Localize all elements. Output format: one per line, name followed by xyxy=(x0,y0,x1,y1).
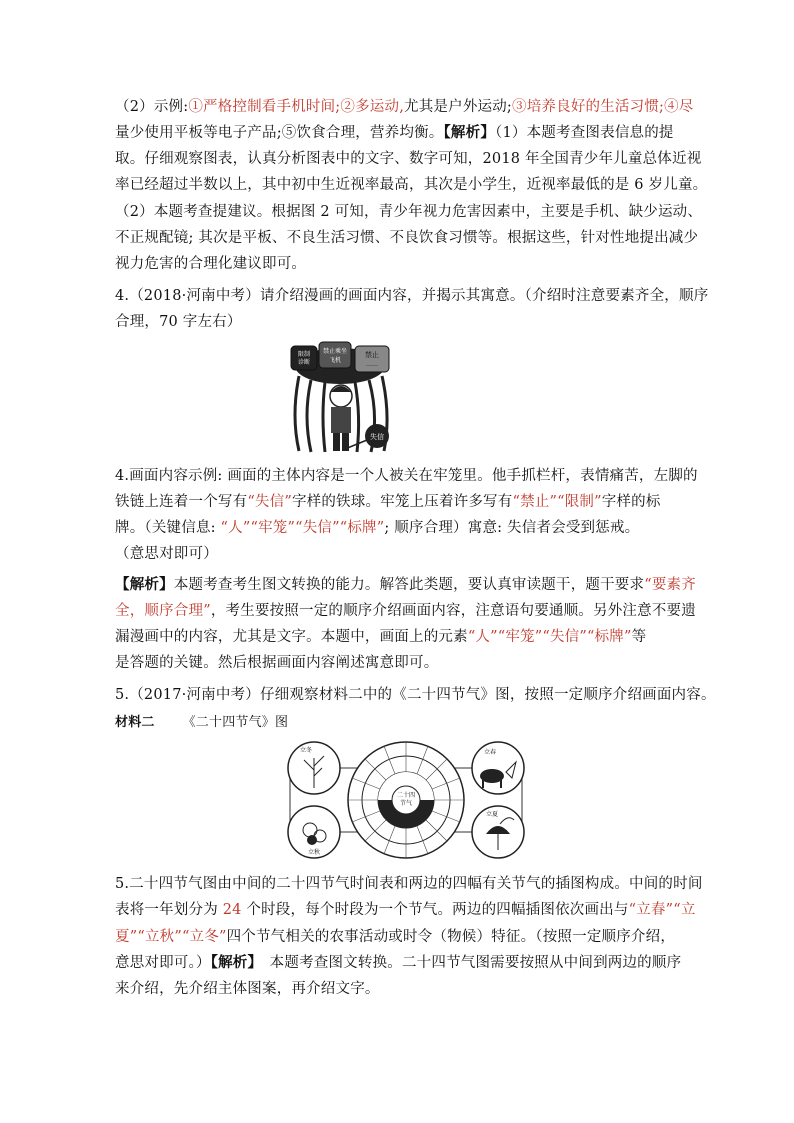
analysis-marker: 【解析】 xyxy=(443,124,496,141)
q3-answer-line-1 xyxy=(115,96,695,118)
solar-terms-figure xyxy=(286,738,526,862)
svg-text:飞机: 飞机 xyxy=(328,357,342,364)
q4-answer-line-1: 4.画面内容示例: 画面的主体内容是一个人被关在牢笼里。他手抓栏杆，表情痛苦，左脚的 xyxy=(115,468,698,484)
text: ，考生要按照一定的顺序介绍画面内容，注意语句要通顺。另外注意不要遗 xyxy=(210,603,696,619)
text: 牌。（关键信息: xyxy=(115,520,221,536)
q4-answer-line-4: （意思对即可） xyxy=(115,546,218,562)
red-text: “失信” xyxy=(247,494,292,510)
red-text: “人”“牢笼”“失信”“标牌” xyxy=(220,520,385,536)
text: 尤其是户外运动; xyxy=(404,99,513,115)
spring-label: 立春 xyxy=(484,749,497,756)
text: 个时段，每个时段为一个节气。两边的四幅插图依次画出与 xyxy=(241,902,629,918)
q5-answer-line-4 xyxy=(115,952,695,974)
svg-text:节气: 节气 xyxy=(399,800,413,807)
sign-3: 禁止 xyxy=(365,351,379,359)
text: （1）本题考查图表信息的提 xyxy=(495,125,674,141)
q3-answer-line-3: 取。仔细观察图表，认真分析图表中的文字、数字可知，2018 年全国青少年儿童总体近视 xyxy=(115,151,702,167)
text: 四个节气相关的农事活动或时令（物候）特征。（按照一定顺序介绍， xyxy=(226,929,676,945)
text: 铁链上连着一个写有 xyxy=(115,494,248,510)
red-text: 夏”“立秋”“立冬” xyxy=(115,929,227,945)
material-caption xyxy=(115,712,695,734)
q4-analysis-line-4: 是答题的关键。然后根据画面内容阐述寓意即可。 xyxy=(115,655,439,671)
q3-answer-line-5: （2）本题考查提建议。根据图 2 可知，青少年视力危害因素中，主要是手机、缺少运动、 xyxy=(115,204,703,220)
red-text: “要素齐 xyxy=(644,577,696,593)
center-label: 二十四 xyxy=(396,792,416,799)
q4-analysis-line-1 xyxy=(115,574,695,596)
q4-question-line-1: 4.（2018·河南中考）请介绍漫画的画面内容，并揭示其寓意。（介绍时注意要素齐全，顺序 xyxy=(115,288,709,304)
text: 字样的铁球。牢笼上压着许多写有 xyxy=(291,494,513,510)
analysis-marker: 【解析】 xyxy=(115,576,174,593)
q4-analysis-line-3 xyxy=(115,626,695,648)
q4-answer-line-2 xyxy=(115,491,695,513)
text: 本题考查图文转换。二十四节气图需要按照从中间到两边的顺序 xyxy=(254,955,682,971)
q5-question: 5.（2017·河南中考）仔细观察材料二中的《二十四节气》图，按照一定顺序介绍画面内容。 xyxy=(115,687,716,703)
text: 本题考查考生图文转换的能力。解答此类题，要认真审读题干，题干要求 xyxy=(173,577,645,593)
q5-answer-line-5: 来介绍，先介绍主体图案，再介绍文字。 xyxy=(115,981,380,997)
q4-question-line-2: 合理，70 字左右） xyxy=(115,314,242,330)
red-text: ③培养良好的生活习惯; xyxy=(512,99,665,115)
text: 等 xyxy=(631,629,647,645)
text: 漏漫画中的内容，尤其是文字。本题中，画面上的元素 xyxy=(115,629,468,645)
q5-answer-line-1: 5.二十四节气图由中间的二十四节气时间表和两边的四幅有关节气的插图构成。中间的时间 xyxy=(115,876,703,892)
red-text: 全，顺序合理” xyxy=(115,603,211,619)
red-text: 24 xyxy=(222,902,242,918)
red-text: ④尽 xyxy=(664,99,694,115)
text: 意思对即可。） xyxy=(115,955,211,971)
sign-1: 限制 xyxy=(297,351,311,358)
red-text: “立春”“立 xyxy=(628,902,696,918)
text: 表将一年划分为 xyxy=(115,902,223,918)
svg-text:诊断: 诊断 xyxy=(297,359,311,366)
q5-answer-line-3 xyxy=(115,926,695,948)
q5-answer-line-2 xyxy=(115,899,695,921)
q3-answer-line-7: 视力危害的合理化建议即可。 xyxy=(115,256,307,272)
autumn-label: 立秋 xyxy=(308,849,321,856)
q4-analysis-line-2 xyxy=(115,600,695,622)
q4-answer-line-3 xyxy=(115,517,695,539)
material-title: 《二十四节气》图 xyxy=(182,715,289,730)
analysis-marker: 【解析】 xyxy=(210,954,255,971)
summer-label: 立夏 xyxy=(486,811,499,818)
material-label: 材料二 xyxy=(115,715,155,730)
text: ; 顺序合理）寓意: 失信者会受到惩戒。 xyxy=(384,520,640,536)
red-text: ①严格控制看手机时间;②多运动, xyxy=(188,99,405,115)
text: 量少使用平板等电子产品;⑤饮食合理，营养均衡。 xyxy=(115,125,444,141)
winter-label: 立冬 xyxy=(300,747,313,754)
q3-answer-line-2 xyxy=(115,122,695,144)
cartoon-figure xyxy=(285,336,405,456)
text: 字样的标 xyxy=(601,494,661,510)
ball-label: 失信 xyxy=(370,433,384,441)
q3-answer-line-6: 不正规配镜; 其次是平板、不良生活习惯、不良饮食习惯等。根据这些，针对性地提出减少 xyxy=(115,230,699,246)
sign-2: 禁止乘坐 xyxy=(322,348,348,355)
red-text: “人”“牢笼”“失信”“标牌” xyxy=(467,629,632,645)
svg-text:……: …… xyxy=(366,361,378,368)
red-text: “禁止”“限制” xyxy=(512,494,602,510)
q3-answer-line-4: 率已经超过半数以上，其中初中生近视率最高，其次是小学生，近视率最低的是 6 岁儿童。 xyxy=(115,177,708,193)
text: （2）示例: xyxy=(115,99,189,115)
